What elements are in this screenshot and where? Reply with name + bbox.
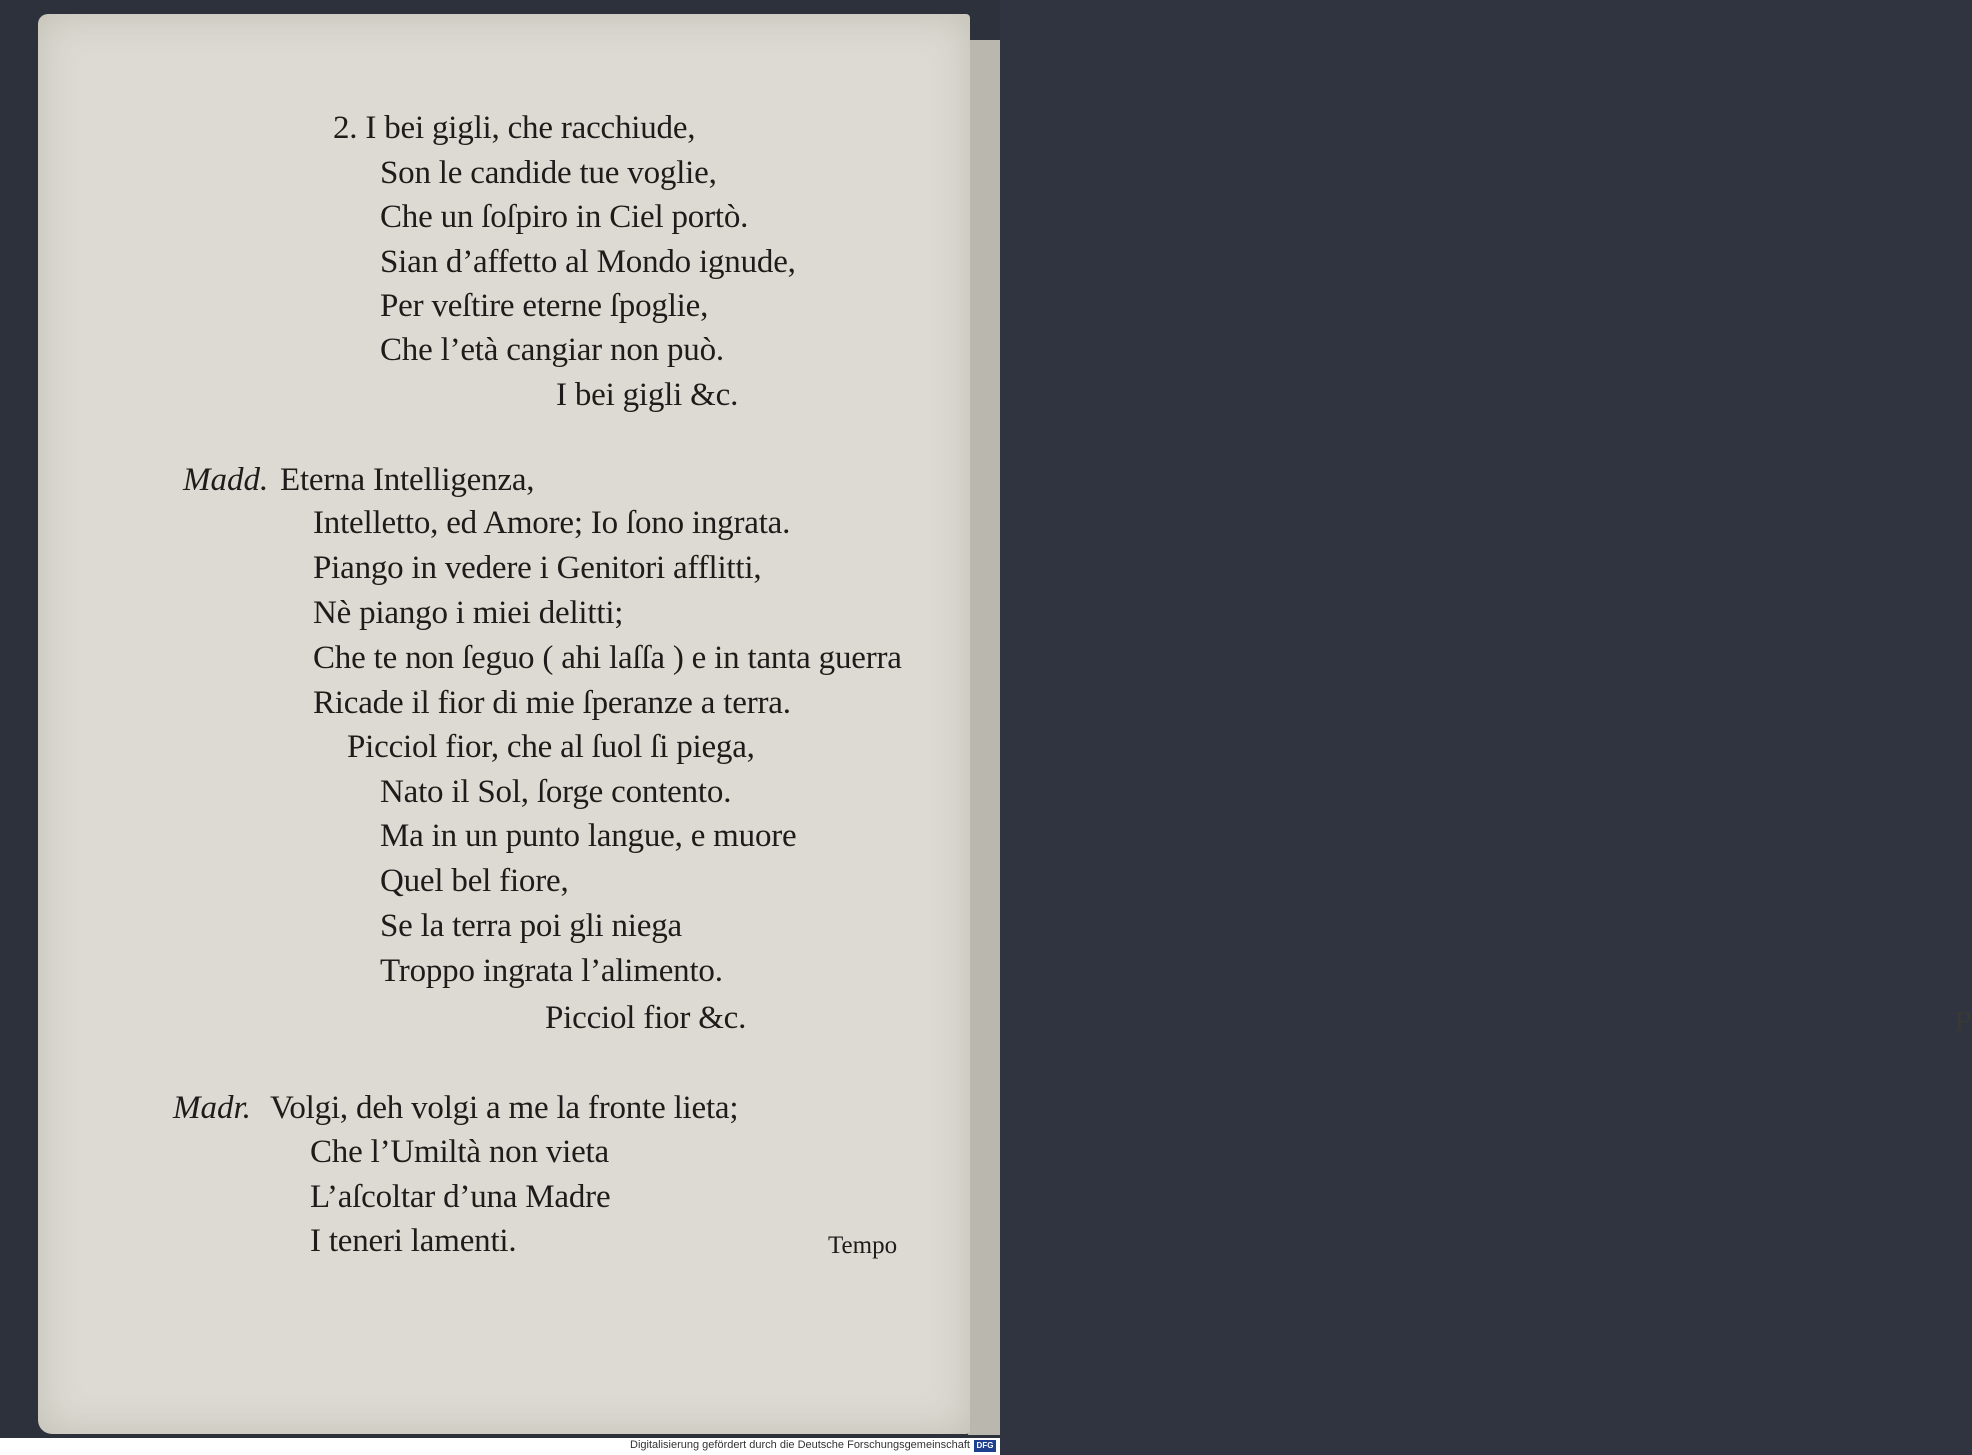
verse-line: Nato il Sol, ſorge contento. <box>380 774 732 810</box>
verse-line: Intelletto, ed Amore; Io ſono ingrata. <box>313 505 791 541</box>
verse-line: Piango in vedere i Genitori afflitti, <box>313 550 762 586</box>
verse-line: Troppo ingrata l’alimento. <box>380 953 723 989</box>
show-through-text <box>690 110 741 148</box>
verse-line: Che l’Umiltà non vieta <box>310 1134 609 1170</box>
verse-line: Picciol fior, che al ſuol ſi piega, <box>347 729 755 765</box>
verse-line: Nè piango i miei delitti; <box>313 595 624 631</box>
refrain-line: Picciol fior &c. <box>545 1000 747 1036</box>
speaker-name: Madr. <box>173 1090 251 1126</box>
verse-line: Per veſtire eterne ſpoglie, <box>380 288 709 324</box>
verse-line: L’aſcoltar d’una Madre <box>310 1179 611 1215</box>
verse-line: Sian d’affetto al Mondo ignude, <box>380 244 796 280</box>
verse-line: Ricade il fior di mie ſperanze a terra. <box>313 685 791 721</box>
verse-line: Volgi, deh volgi a me la fronte lieta; <box>270 1090 739 1126</box>
dfg-logo: DFG <box>974 1440 996 1452</box>
footer-bar <box>0 1438 1000 1455</box>
refrain-line: I bei gigli &c. <box>556 377 739 413</box>
next-page-edge <box>968 40 1972 1435</box>
verse-line: Eterna Intelligenza, <box>280 462 535 498</box>
verse-line: Quel bel fiore, <box>380 863 569 899</box>
verse-line: Che te non ſeguo ( ahi laſſa ) e in tanta guerra <box>313 640 902 676</box>
next-page-glyph: P <box>1954 1008 1972 1038</box>
verse-line: Che l’età cangiar non può. <box>380 332 724 368</box>
verse-line: Che un ſoſpiro in Ciel portò. <box>380 199 749 235</box>
verse-line: 2. I bei gigli, che racchiude, <box>333 110 696 146</box>
verse-line: Se la terra poi gli niega <box>380 908 682 944</box>
catchword: Tempo <box>828 1232 898 1259</box>
speaker-name: Madd. <box>183 462 269 498</box>
verse-line: Son le candide tue voglie, <box>380 155 717 191</box>
footer-credit: Digitalisierung gefördert durch die Deutsche Forschungsgemeinschaft <box>630 1439 970 1451</box>
verse-line: I teneri lamenti. <box>310 1223 517 1259</box>
verse-line: Ma in un punto langue, e muore <box>380 818 797 854</box>
